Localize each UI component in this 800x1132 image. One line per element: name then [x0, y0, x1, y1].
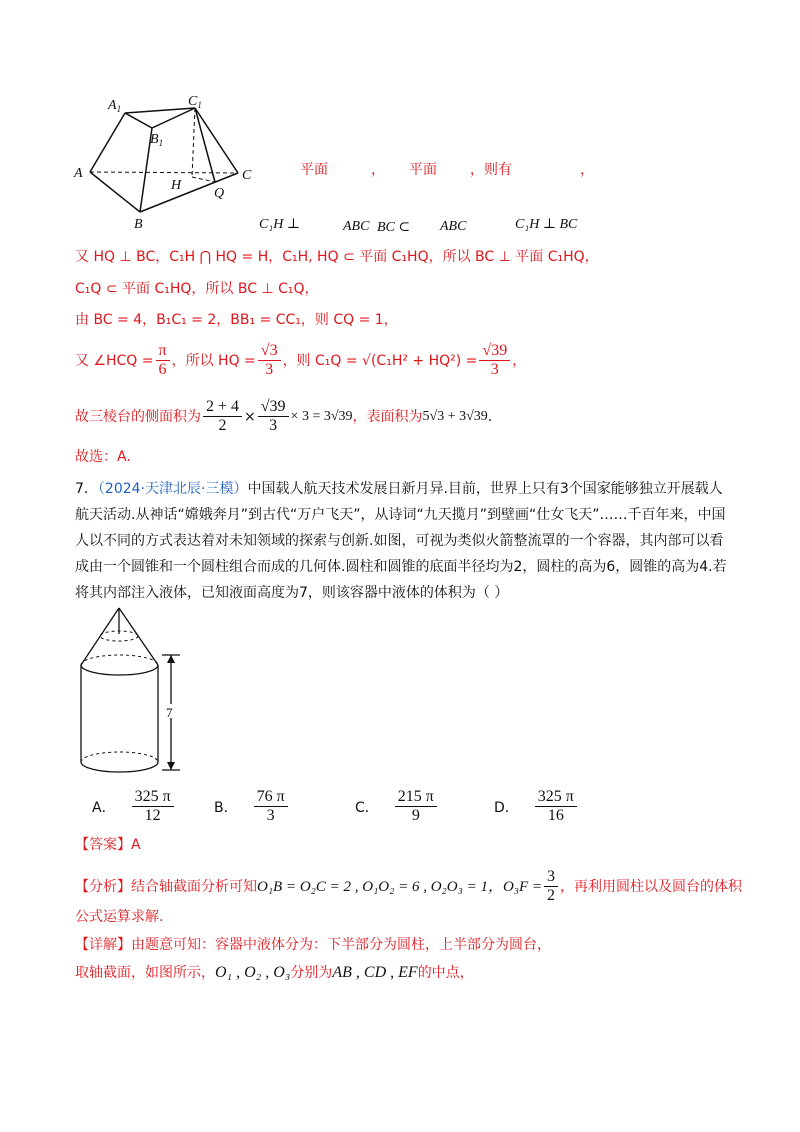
detail-line2-math: O₁ , O₂ , O₃	[215, 964, 291, 981]
label-q: Q	[214, 186, 225, 201]
cylinder-bottom-back	[81, 752, 158, 762]
cylinder-top-back	[81, 655, 158, 665]
line5-mid: ，表面积为	[352, 408, 423, 425]
label-h: H	[171, 178, 182, 193]
option-c[interactable]	[355, 788, 439, 825]
dim-arrow-up	[167, 655, 175, 663]
answer-line	[75, 834, 141, 856]
analysis-math: O₁B = O₂C = 2 , O₁O₂ = 6 , O₂O₃ = 1，O₃F =	[257, 878, 543, 895]
edge-ab	[90, 172, 140, 212]
label-a1: $A_1$	[108, 98, 122, 114]
frustum-figure	[70, 95, 270, 230]
solution-line-4	[75, 342, 526, 379]
question-text: 中国载人航天技术发展日新月异.目前，世界上只有3个国家能够独立开展载人航天活动.从神话“嫦娥奔月”到古代“万户飞天”，从诗词“九天揽月”到壁画“仕女飞天”……千百年来，中国人以不同的方式表达着对未知领域的探索与创新.如图，可视为类似火箭整流罩的一个容器，其内部可以看成由一个圆锥和一个圆柱组合而成的几何体.圆柱和圆锥的底面半径均为2，圆柱的高为6，圆锥的高为4.若将其内部注入液体，已知液面高度为7，则该容器中液体的体积为（ ）	[75, 481, 727, 601]
line1-text-5: ，	[580, 162, 594, 178]
answer-value: A	[131, 837, 141, 853]
solution-line-1: 又 HQ ⊥ BC，C₁H ⋂ HQ = H，C₁H, HQ ⊂ 平面 C₁HQ，所以 BC ⊥ 平面 C₁HQ，	[75, 249, 599, 265]
cylinder-bottom-front	[81, 762, 158, 772]
edge-cc1	[195, 108, 238, 173]
frac-6-2: $\frac{2 + 4}{2}$	[203, 398, 242, 435]
option-c-frac: $\frac{215 \pi}{9}$	[395, 788, 437, 825]
detail-line-1	[75, 934, 551, 956]
edge-a1b1	[125, 113, 152, 128]
container-figure	[72, 605, 192, 780]
option-b[interactable]	[214, 788, 290, 825]
line1-text-3: 平面	[409, 162, 437, 178]
line1-math-5: C₁H ⊥ BC	[515, 217, 578, 232]
dim-label: 7	[166, 705, 173, 720]
frac-pi-6: $\frac{\pi}{6}$	[156, 342, 170, 379]
solution-line-3: 由 BC = 4，B₁C₁ = 2，BB₁ = CC₁，则 CQ = 1，	[75, 312, 398, 328]
dim-arrow-down	[167, 762, 175, 770]
line5-surface: 5√3 + 3√39	[422, 408, 488, 424]
option-a-label: A．	[92, 799, 116, 816]
line5-end: .	[487, 408, 493, 425]
line1-math-2: ABC	[343, 219, 370, 234]
line1-text-4: ，则有	[470, 162, 512, 178]
line5-pre: 故三棱台的侧面积为	[75, 408, 201, 425]
line1-math-3: BC ⊂	[377, 220, 411, 235]
frac-sqrt39-3: $\frac{√39}{3}$	[479, 342, 510, 379]
option-b-label: B．	[214, 799, 238, 816]
question-number: 7．	[75, 481, 98, 497]
option-b-frac: $\frac{76 \pi}{3}$	[254, 788, 288, 825]
option-d[interactable]	[494, 788, 579, 825]
edge-c1q	[195, 108, 215, 182]
frac-sqrt39-3b: $\frac{√39}{3}$	[258, 398, 289, 435]
analysis-post: ，再利用圆柱以及圆台的体积	[560, 878, 743, 895]
detail-tag: 【详解】	[75, 937, 131, 953]
answer-tag: 【答案】	[75, 837, 131, 853]
edge-ac-hidden	[90, 172, 238, 173]
line4-mid: ，所以 HQ =	[171, 352, 256, 369]
answer-prev: 故选：A.	[75, 449, 131, 465]
analysis-tag: 【分析】	[75, 878, 131, 895]
line5-rest: × 3 = 3√39	[290, 408, 353, 424]
cylinder-top-front	[81, 665, 158, 675]
line1-math-1: C₁H ⊥	[259, 217, 300, 232]
analysis-frac: $\frac{3}{2}$	[544, 868, 558, 905]
line4-end: ，	[512, 352, 527, 369]
line1-text-1: 平面	[300, 162, 328, 178]
option-d-frac: $\frac{325 \pi}{16}$	[535, 788, 577, 825]
edge-aa1	[90, 113, 125, 172]
line5-times: ×	[244, 408, 256, 425]
solution-line-5	[75, 398, 492, 435]
label-b: B	[134, 217, 143, 230]
edge-c1h-hidden	[192, 108, 195, 177]
label-a: A	[74, 166, 83, 181]
label-b1: $B_1$	[150, 132, 164, 148]
detail-line-2	[75, 962, 474, 984]
detail-line2-pre: 取轴截面，如图所示，	[75, 965, 215, 981]
option-c-label: C．	[355, 799, 379, 816]
detail-line2-math2: AB , CD , EF	[332, 964, 418, 981]
cone-left-edge	[81, 608, 119, 665]
label-c: C	[242, 168, 252, 183]
option-a[interactable]	[92, 788, 176, 825]
question-source: （2024·天津北辰·三模）	[97, 481, 248, 497]
line4-pre: 又 ∠HCQ =	[75, 352, 154, 369]
line4-mid2: ，则 C₁Q = √(C₁H² + HQ²) =	[282, 352, 478, 369]
question-7	[75, 476, 735, 606]
analysis-pre: 结合轴截面分析可知	[131, 878, 257, 895]
edge-hq-hidden	[192, 177, 215, 182]
option-a-frac: $\frac{325 \pi}{12}$	[132, 788, 174, 825]
frac-sqrt3-3: $\frac{√3}{3}$	[258, 342, 281, 379]
solution-line-2: C₁Q ⊂ 平面 C₁HQ，所以 BC ⊥ C₁Q，	[75, 281, 319, 297]
analysis-line	[75, 868, 742, 905]
detail-line2-mid: 分别为	[290, 965, 333, 981]
detail-text-1: 由题意可知：容器中液体分为：下半部分为圆柱，上半部分为圆台，	[131, 937, 551, 953]
label-c1: $C_1$	[188, 95, 202, 110]
line1-text-2: ，	[371, 162, 385, 178]
detail-line2-end: 的中点，	[417, 965, 474, 981]
line1-math-4: ABC	[440, 219, 467, 234]
analysis-line-2: 公式运算求解.	[75, 909, 164, 925]
option-d-label: D．	[494, 799, 519, 816]
